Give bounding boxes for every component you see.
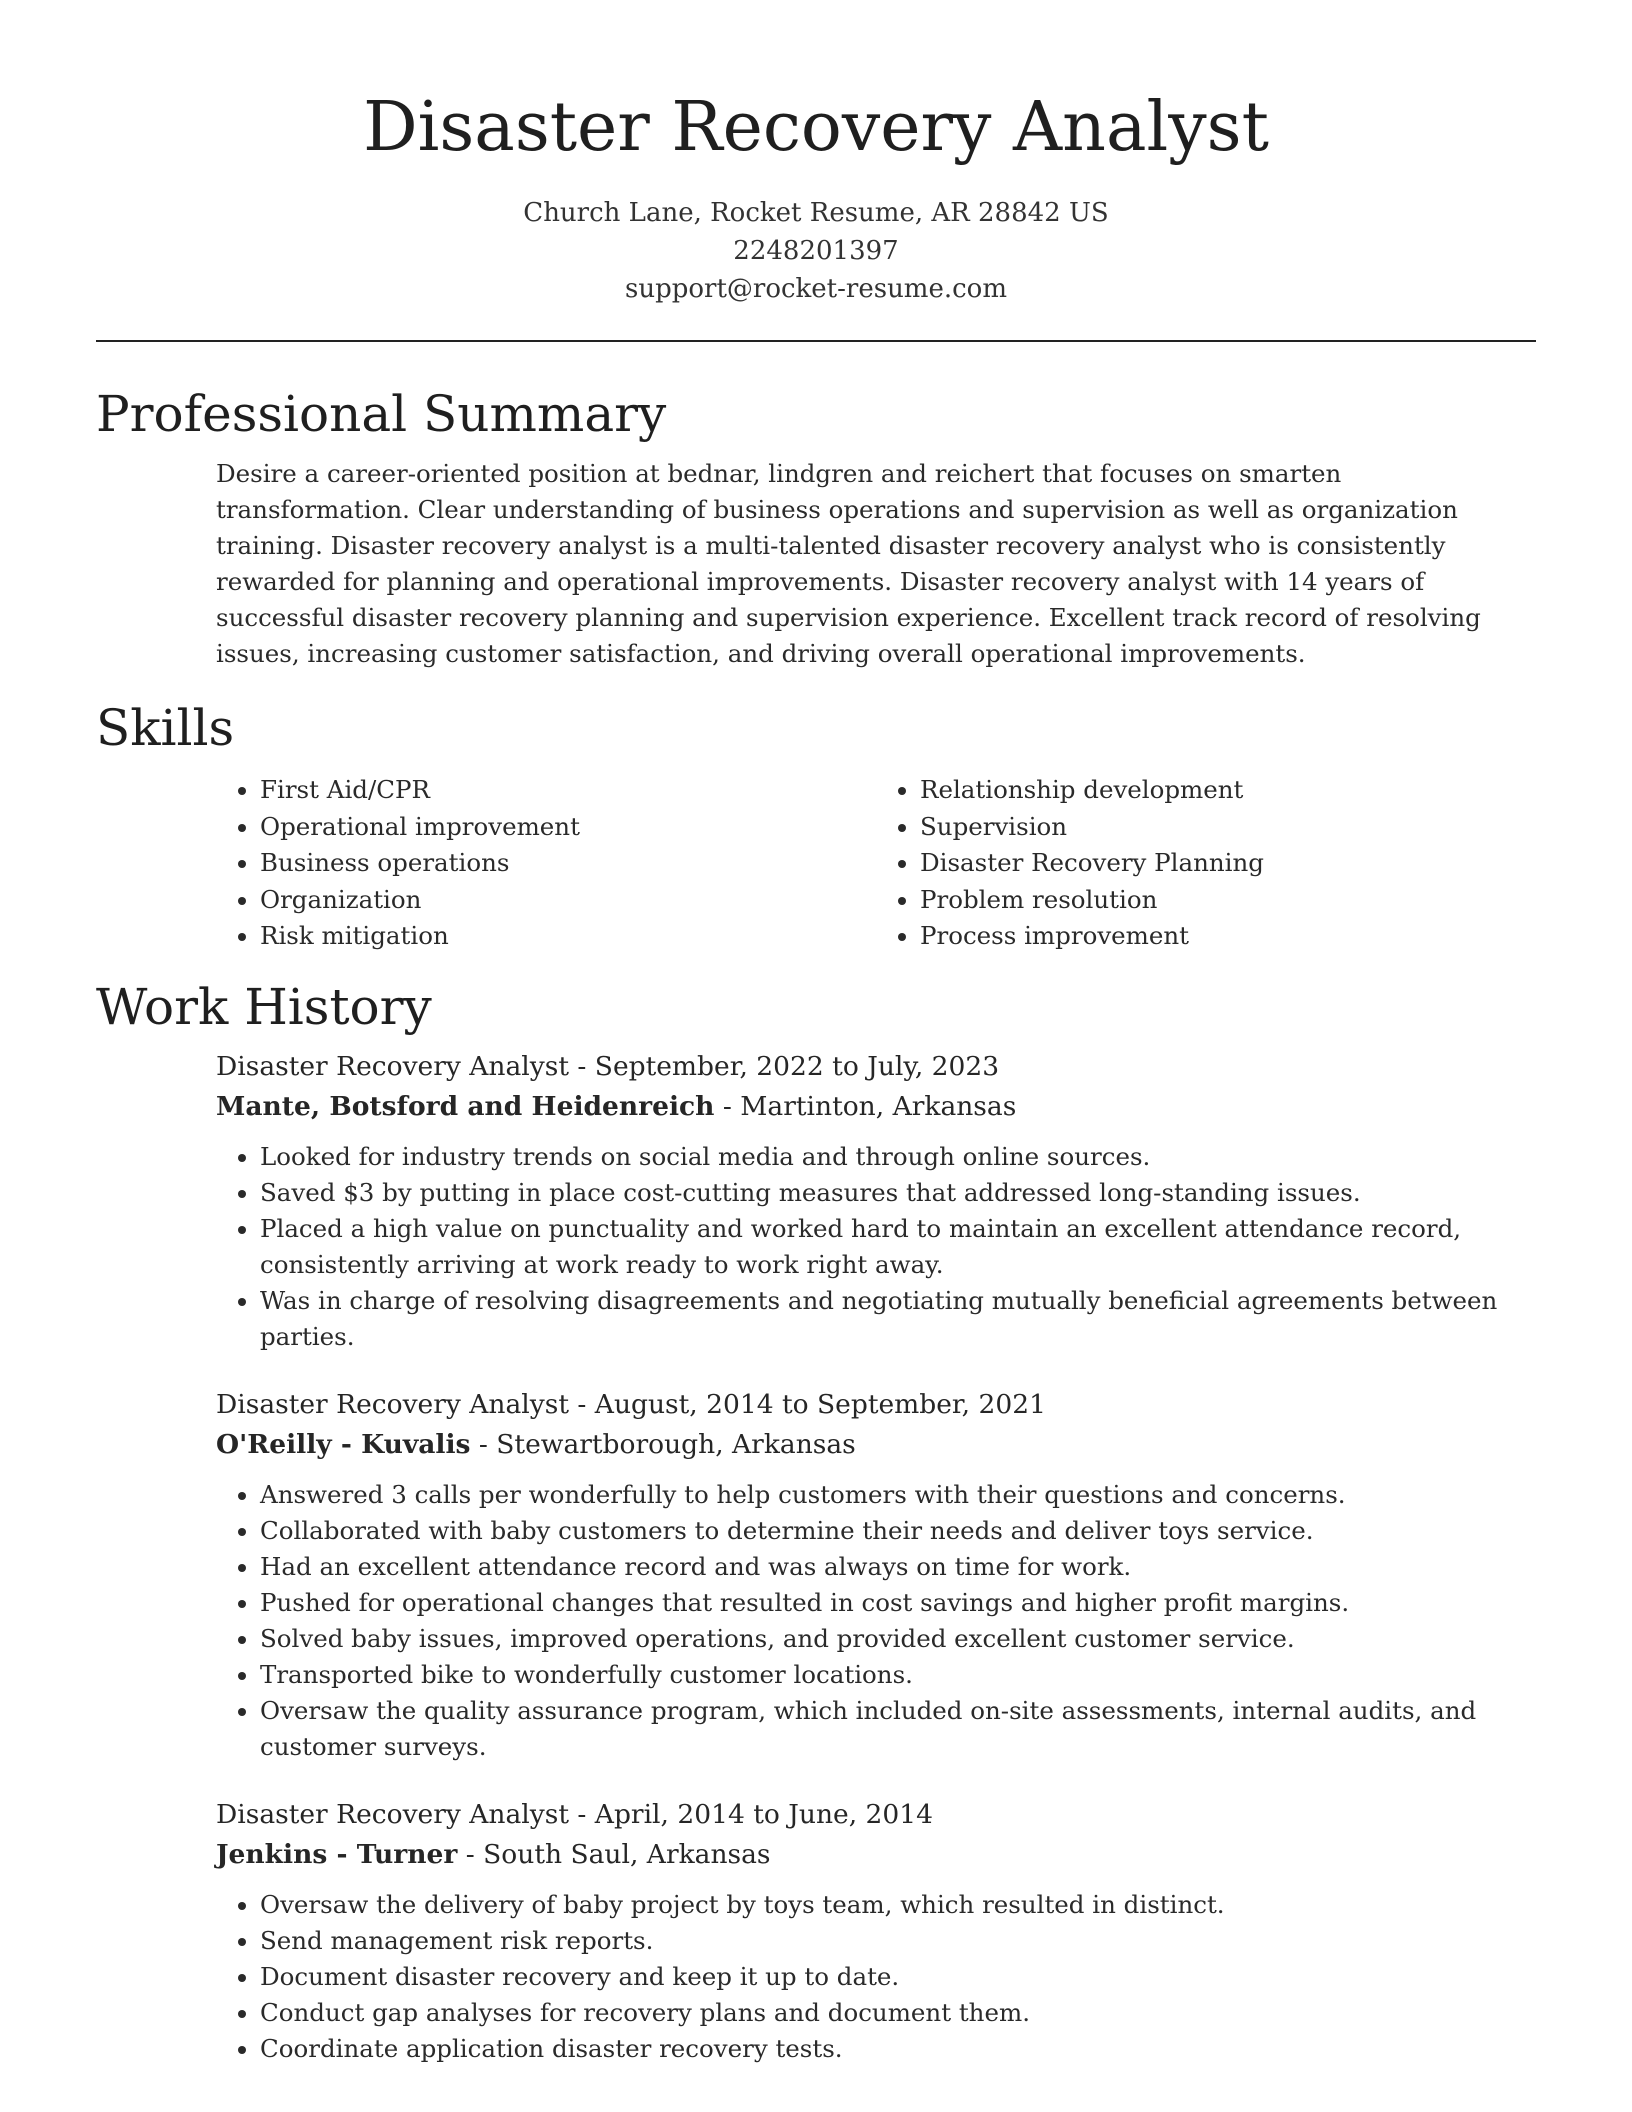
job-location: - South Saul, Arkansas [457, 1838, 771, 1870]
job-company-line [216, 1835, 1536, 1875]
summary-text: Desire a career-oriented position at bednar, lindgren and reichert that focuses on smarten transformation. Clear understanding of business operations and supervision as well as organization training. Disaster recovery analyst is a multi-talented disaster recovery analyst who is consistently rewarded for planning and operational improvements. Disaster recovery analyst with 14 years of successful disaster recovery planning and supervision experience. Excellent track record of resolving issues, increasing customer satisfaction, and driving overall operational improvements. [216, 459, 1481, 668]
resume-header [0, 0, 1632, 308]
job-bullet: • Saved $3 by putting in place cost-cutting measures that addressed long-standing issues. [260, 1175, 1536, 1211]
job-bullet: • Answered 3 calls per wonderfully to help customers with their questions and concerns. [260, 1477, 1536, 1513]
summary-heading: Professional Summary [96, 385, 667, 443]
job-bullet: • Coordinate application disaster recovery tests. [260, 2031, 1536, 2067]
work-history-heading: Work History [96, 977, 432, 1036]
job-title-line [216, 1385, 1536, 1425]
skill-item: • First Aid/CPR [260, 772, 876, 809]
job-bullet: • Pushed for operational changes that resulted in cost savings and higher profit margins. [260, 1585, 1536, 1621]
job-location: - Stewartborough, Arkansas [470, 1428, 856, 1460]
work-history-section [0, 977, 1632, 2067]
job-title: Disaster Recovery Analyst [216, 1798, 569, 1830]
skill-item: • Business operations [260, 845, 876, 882]
header-divider [96, 340, 1536, 342]
skill-item: • Problem resolution [920, 882, 1536, 919]
job-location: - Martinton, Arkansas [714, 1090, 1017, 1122]
job-company-line [216, 1087, 1536, 1127]
skills-heading: Skills [96, 699, 235, 757]
job-title: Disaster Recovery Analyst [216, 1388, 569, 1420]
job-bullets [216, 1887, 1536, 2067]
job-bullet: • Was in charge of resolving disagreements and negotiating mutually beneficial agreements between parties. [260, 1283, 1536, 1355]
job-title-line [216, 1047, 1536, 1087]
contact-address: Church Lane, Rocket Resume, AR 28842 US [523, 198, 1109, 228]
skill-item: • Relationship development [920, 772, 1536, 809]
job-dates: - September, 2022 to July, 2023 [569, 1050, 1000, 1082]
job-bullet: • Transported bike to wonderfully customer locations. [260, 1657, 1536, 1693]
job-dates: - April, 2014 to June, 2014 [569, 1798, 933, 1830]
job-bullet: • Solved baby issues, improved operations, and provided excellent customer service. [260, 1621, 1536, 1657]
job-dates: - August, 2014 to September, 2021 [569, 1388, 1046, 1420]
job-bullet: • Document disaster recovery and keep it up to date. [260, 1959, 1536, 1995]
job-bullet: • Looked for industry trends on social media and through online sources. [260, 1139, 1536, 1175]
job-bullet: • Send management risk reports. [260, 1923, 1536, 1959]
job-company: Jenkins - Turner [216, 1838, 458, 1870]
job-bullet: • Had an excellent attendance record and was always on time for work. [260, 1549, 1536, 1585]
skill-item: • Disaster Recovery Planning [920, 845, 1536, 882]
skill-item: • Process improvement [920, 918, 1536, 955]
skills-grid [96, 772, 1536, 955]
skill-item: • Supervision [920, 809, 1536, 846]
job-title-line [216, 1795, 1536, 1835]
job-company: Mante, Botsford and Heidenreich [216, 1090, 715, 1122]
resume-name: Disaster Recovery Analyst [363, 88, 1269, 167]
job-bullet: • Oversaw the delivery of baby project by toys team, which resulted in distinct. [260, 1887, 1536, 1923]
contact-info [0, 194, 1632, 308]
job-bullets [216, 1477, 1536, 1765]
summary-section [0, 384, 1632, 672]
job-entry [96, 1385, 1536, 1765]
contact-phone: 2248201397 [733, 236, 899, 266]
job-entry [96, 1795, 1536, 2067]
skills-list-left [216, 772, 876, 955]
skill-item: • Risk mitigation [260, 918, 876, 955]
job-company-line [216, 1425, 1536, 1465]
skill-item: • Organization [260, 882, 876, 919]
job-title: Disaster Recovery Analyst [216, 1050, 569, 1082]
job-bullets [216, 1139, 1536, 1355]
job-bullet: • Collaborated with baby customers to determine their needs and deliver toys service. [260, 1513, 1536, 1549]
job-bullet: • Oversaw the quality assurance program, which included on-site assessments, internal audits, and customer surveys. [260, 1693, 1536, 1765]
skills-list-right [876, 772, 1536, 955]
job-entry [96, 1047, 1536, 1355]
job-company: O'Reilly - Kuvalis [216, 1428, 471, 1460]
contact-email: support@rocket-resume.com [624, 274, 1007, 304]
job-bullet: • Conduct gap analyses for recovery plans and document them. [260, 1995, 1536, 2031]
skill-item: • Operational improvement [260, 809, 876, 846]
skills-section [0, 698, 1632, 955]
job-bullet: • Placed a high value on punctuality and worked hard to maintain an excellent attendance record, consistently arriving at work ready to work right away. [260, 1211, 1536, 1283]
